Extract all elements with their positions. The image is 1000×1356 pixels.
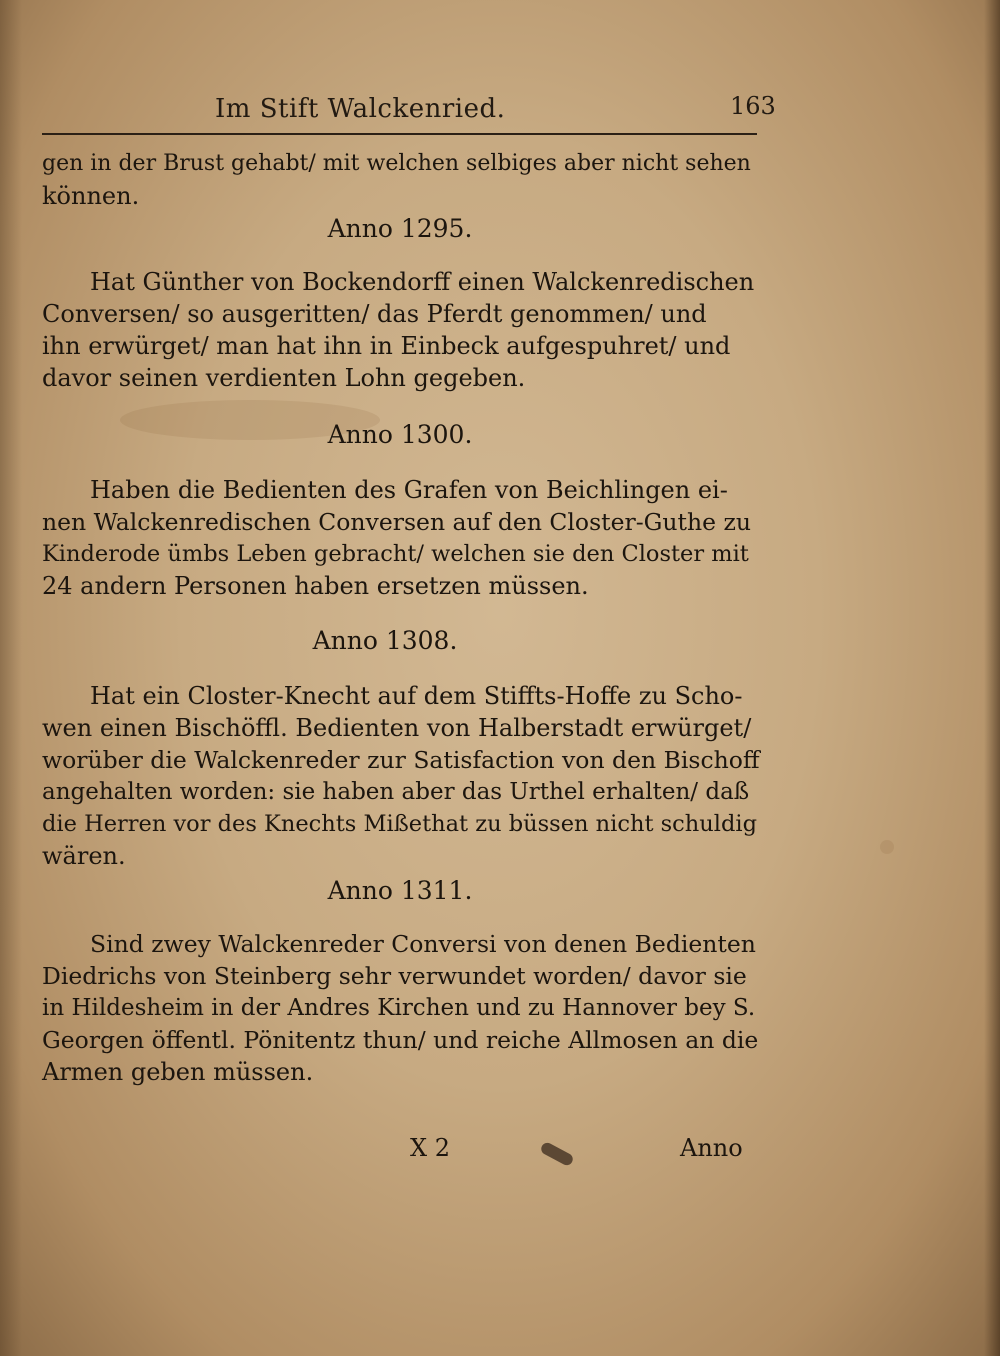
text-line: in Hildesheim in der Andres Kirchen und zu Hannover bey S. bbox=[42, 995, 756, 1021]
ink-spot bbox=[880, 840, 894, 854]
catchword: Anno bbox=[680, 1134, 743, 1162]
text-line: Haben die Bedienten des Grafen von Beichlingen ei- bbox=[90, 476, 728, 504]
running-title: Im Stift Walckenried. bbox=[215, 94, 506, 124]
text-line: Conversen/ so ausgeritten/ das Pferdt genommen/ und bbox=[42, 300, 707, 328]
text-line: davor seinen verdienten Lohn gegeben. bbox=[42, 364, 526, 392]
text-line: wen einen Bischöffl. Bedienten von Halberstadt erwürget/ bbox=[42, 714, 752, 742]
year-heading: Anno 1295. bbox=[327, 214, 473, 243]
page-number: 163 bbox=[730, 92, 776, 120]
opening-paragraph bbox=[42, 148, 760, 212]
entry-paragraph bbox=[42, 680, 760, 872]
text-line: nen Walckenredischen Conversen auf den Closter-Guthe zu bbox=[42, 508, 752, 536]
text-line: 24 andern Personen haben ersetzen müssen. bbox=[42, 572, 589, 600]
year-heading: Anno 1311. bbox=[327, 876, 473, 905]
entry-paragraph bbox=[42, 928, 760, 1088]
text-line: wären. bbox=[42, 842, 126, 870]
entry-paragraph bbox=[42, 266, 760, 394]
text-line: können. bbox=[42, 182, 140, 210]
text-line: Hat Günther von Bockendorff einen Walckenredischen bbox=[90, 268, 755, 296]
year-heading: Anno 1300. bbox=[327, 420, 473, 449]
ink-blot bbox=[539, 1141, 575, 1168]
year-heading: Anno 1308. bbox=[312, 626, 458, 655]
signature-mark: X 2 bbox=[410, 1134, 450, 1162]
text-line: die Herren vor des Knechts Mißethat zu büssen nicht schuldig bbox=[42, 811, 757, 837]
page-edge-shadow-right bbox=[984, 0, 1000, 1356]
text-line: worüber die Walckenreder zur Satisfaction von den Bischoff bbox=[42, 746, 760, 774]
text-line: ihn erwürget/ man hat ihn in Einbeck aufgespuhret/ und bbox=[42, 332, 731, 360]
text-line: angehalten worden: sie haben aber das Urthel erhalten/ daß bbox=[42, 779, 750, 805]
text-line: Diedrichs von Steinberg sehr verwundet worden/ davor sie bbox=[42, 962, 747, 990]
header-rule bbox=[42, 133, 757, 135]
text-line: gen in der Brust gehabt/ mit welchen selbiges aber nicht sehen bbox=[42, 151, 751, 176]
text-line: Georgen öffentl. Pönitentz thun/ und reiche Allmosen an die bbox=[42, 1026, 759, 1054]
text-line: Sind zwey Walckenreder Conversi von denen Bedienten bbox=[90, 930, 756, 958]
text-line: Kinderode ümbs Leben gebracht/ welchen sie den Closter mit bbox=[42, 541, 749, 567]
entry-paragraph bbox=[42, 474, 760, 602]
text-line: Armen geben müssen. bbox=[42, 1058, 314, 1086]
text-line: Hat ein Closter-Knecht auf dem Stiffts-Hoffe zu Scho- bbox=[90, 682, 743, 710]
page-edge-shadow-left bbox=[0, 0, 22, 1356]
